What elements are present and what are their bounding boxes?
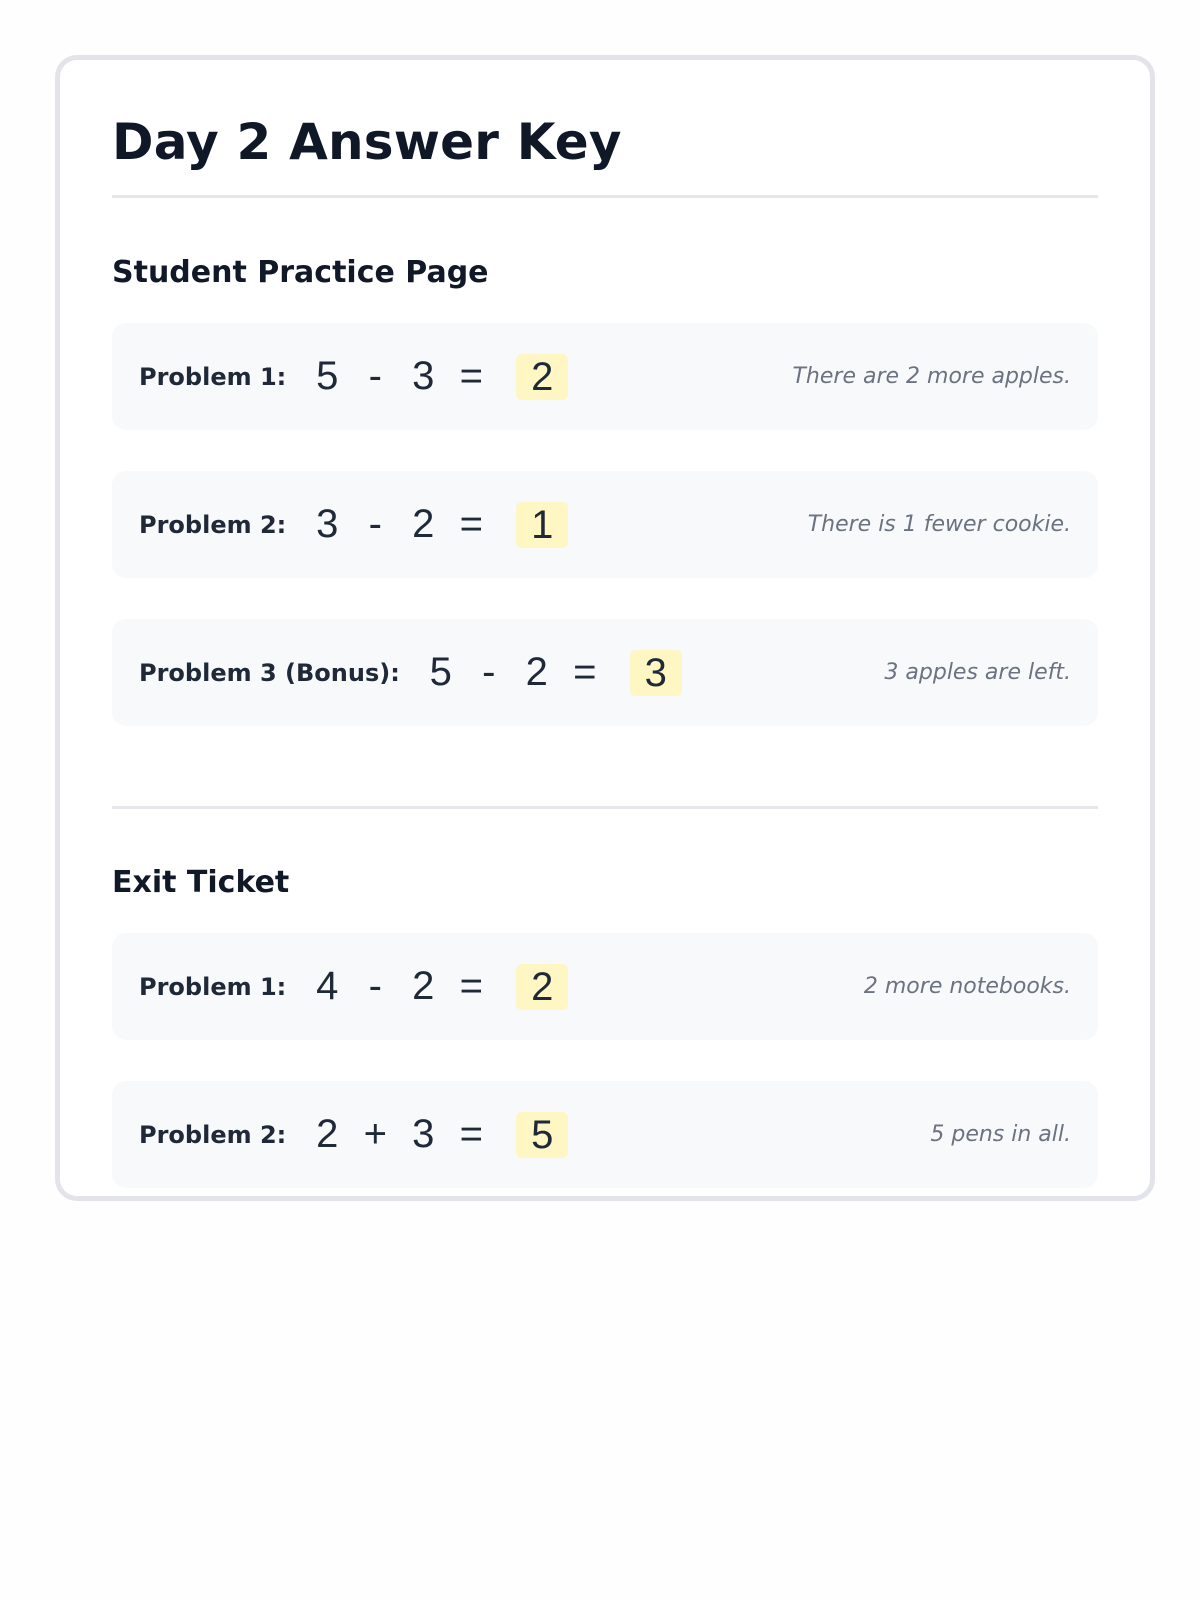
equation: [312, 964, 568, 1010]
answer-highlight: 5: [516, 1112, 568, 1158]
operator: -: [368, 354, 382, 398]
operand-a: 3: [316, 502, 339, 546]
operator: -: [368, 964, 382, 1008]
operand-a: 5: [316, 354, 339, 398]
operator: -: [482, 650, 496, 694]
equation: [312, 1112, 568, 1158]
operand-a: 5: [429, 650, 452, 694]
operand-b: 2: [412, 964, 435, 1008]
equals-sign: =: [459, 354, 483, 398]
problem-label: Problem 1:: [139, 362, 287, 391]
problem-row: [112, 323, 1098, 430]
section-title-exit-ticket: Exit Ticket: [112, 865, 290, 900]
operand-b: 2: [412, 502, 435, 546]
answer-highlight: 1: [516, 502, 568, 548]
answer-key-card: [55, 55, 1155, 1201]
problem-note: 5 pens in all.: [930, 1122, 1071, 1147]
problem-note: There is 1 fewer cookie.: [807, 512, 1071, 537]
student-practice-problems: [112, 323, 1098, 726]
equals-sign: =: [459, 964, 483, 1008]
problem-label: Problem 2:: [139, 1120, 287, 1149]
operand-b: 3: [412, 354, 435, 398]
operand-b: 3: [412, 1112, 435, 1156]
operator: +: [363, 1112, 387, 1156]
page-title: Day 2 Answer Key: [112, 112, 1098, 198]
equals-sign: =: [459, 1112, 483, 1156]
operand-a: 4: [316, 964, 339, 1008]
exit-ticket-problems: [112, 933, 1098, 1188]
section-divider: [112, 806, 1098, 809]
equals-sign: =: [459, 502, 483, 546]
problem-label: Problem 2:: [139, 510, 287, 539]
answer-highlight: 3: [630, 650, 682, 696]
problem-note: There are 2 more apples.: [792, 364, 1071, 389]
equation: [426, 650, 682, 696]
problem-row: [112, 619, 1098, 726]
problem-row: [112, 471, 1098, 578]
answer-highlight: 2: [516, 964, 568, 1010]
operand-b: 2: [525, 650, 548, 694]
equals-sign: =: [573, 650, 597, 694]
problem-note: 3 apples are left.: [884, 660, 1071, 685]
section-title-student-practice: Student Practice Page: [112, 255, 489, 290]
problem-label: Problem 1:: [139, 972, 287, 1001]
problem-label: Problem 3 (Bonus):: [139, 658, 400, 687]
problem-row: [112, 933, 1098, 1040]
problem-note: 2 more notebooks.: [863, 974, 1071, 999]
operator: -: [368, 502, 382, 546]
operand-a: 2: [316, 1112, 339, 1156]
equation: [312, 502, 568, 548]
answer-highlight: 2: [516, 354, 568, 400]
answer-key-content: [112, 112, 1098, 1188]
problem-row: [112, 1081, 1098, 1188]
equation: [312, 354, 568, 400]
